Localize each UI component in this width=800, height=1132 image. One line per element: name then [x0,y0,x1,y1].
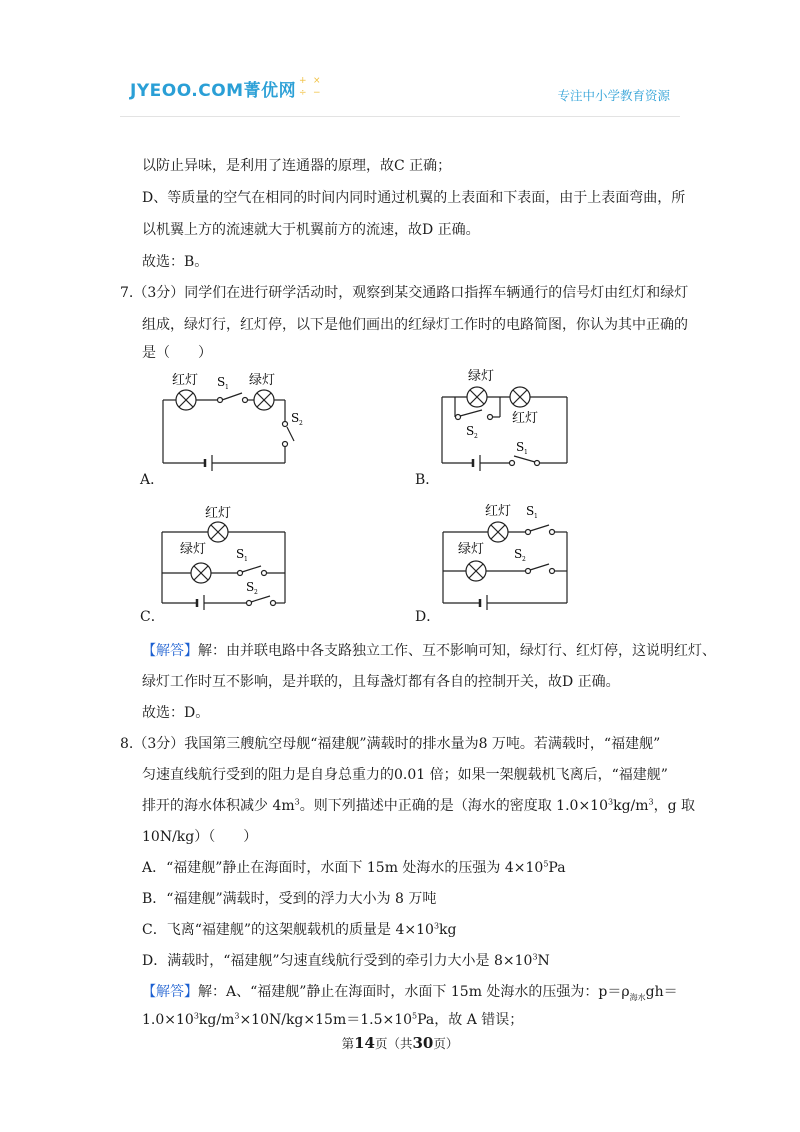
svg-text:×: × [313,76,321,86]
answer-tag: 【解答】 [142,643,198,659]
option-a: A．“福建舰”静止在海面时，水面下 15m 处海水的压强为 $4\times 10^5Pa$ [142,859,566,876]
answer-8-line: $1.0\times 10^3kg/m^3\times 10N/kg\times 15m=1.5\times 10^5Pa$，故 A 错误； [142,1011,524,1028]
switch-label: S [236,547,245,561]
option-c: C．飞离“福建舰”的这架舰载机的质量是 $4\times 10^3kg$ [142,921,457,938]
question-8-stem: 排开的海水体积减少 $4m^3$。则下列描述中正确的是（海水的密度取 $1.0\times 10^3kg/m^3$，g 取 [142,797,696,814]
text-line: 以防止异味，是利用了连通器的原理，故C 正确； [142,158,452,174]
switch-subscript: 2 [522,556,526,563]
switch-label: S [246,580,255,594]
red-lamp-label: 红灯 [485,504,512,519]
question-8-stem: 匀速直线航行受到的阻力是自身总重力的0.01 倍；如果一架舰载机飞离后，“福建舰” [142,767,668,783]
answer-8-line: 【解答】解：A、“福建舰”静止在海面时，水面下 15m 处海水的压强为：$p=\rho_{海水}gh=$ [142,984,678,1002]
switch-label: S [516,440,525,454]
page-footer: 第14页（共30页） [341,1034,459,1052]
svg-text:÷: ÷ [299,88,307,98]
answer-7-line: 【解答】解：由并联电路中各支路独立工作、互不影响可知，绿灯行、红灯停，这说明红灯、 [142,643,716,659]
option-label-b: B． [415,472,440,488]
text-line: 以机翼上方的流速就大于机翼前方的流速，故D 正确。 [142,222,480,238]
switch-label: S [514,547,523,561]
green-lamp-label: 绿灯 [468,369,495,384]
option-label-a: A． [140,472,165,488]
option-d: D．满载时，“福建舰”匀速直线航行受到的牵引力大小是 $8\times 10^3N$ [142,952,550,969]
switch-subscript: 1 [225,384,229,391]
question-7-stem: 7.（3分）同学们在进行研学活动时，观察到某交通路口指挥车辆通行的信号灯由红灯和绿灯 [120,285,689,301]
green-lamp-label: 绿灯 [180,542,207,557]
question-8-stem: 8.（3分）我国第三艘航空母舰“福建舰”满载时的排水量为8 万吨。若满载时，“福建舰” [120,736,661,752]
switch-label: S [217,375,226,389]
answer-tag: 【解答】 [142,984,198,1000]
logo-decoration-icon [295,72,329,98]
option-b: B．“福建舰”满载时，受到的浮力大小为 8 万吨 [142,891,437,907]
page-number: 14 [354,1034,375,1052]
circuit-diagram-b [430,360,600,475]
question-7-stem: 是（ ） [142,345,212,361]
option-label-d: D． [415,609,441,625]
switch-label: S [291,411,300,425]
switch-subscript: 2 [474,433,478,440]
answer-7-line: 故选：D。 [142,705,210,721]
switch-subscript: 1 [524,449,528,456]
site-logo: JYEOO.COM菁优网 [130,81,297,101]
red-lamp-label: 红灯 [512,411,539,426]
circuit-diagram-c [150,500,300,610]
question-8-stem: 10N/kg）（ ） [142,829,258,845]
red-lamp-label: 红灯 [172,373,199,388]
page-header [120,70,680,117]
text-line: 故选：B。 [142,254,209,270]
switch-subscript: 1 [244,556,248,563]
text-line: D、等质量的空气在相同的时间内同时通过机翼的上表面和下表面，由于上表面弯曲，所 [142,190,686,206]
svg-text:−: − [313,88,321,98]
red-lamp-label: 红灯 [205,506,232,521]
switch-subscript: 2 [254,589,258,596]
page-total: 30 [412,1034,434,1052]
switch-subscript: 2 [299,420,303,427]
switch-label: S [466,424,475,438]
switch-label: S [526,504,535,518]
circuit-diagram-d [430,500,590,610]
switch-subscript: 1 [534,513,538,520]
option-label-c: C． [140,609,165,625]
svg-text:+: + [299,76,307,86]
green-lamp-label: 绿灯 [249,373,276,388]
question-7-stem: 组成，绿灯行，红灯停，以下是他们画出的红绿灯工作时的电路简图，你认为其中正确的 [142,317,688,333]
circuit-diagram-a [150,365,320,475]
green-lamp-label: 绿灯 [458,542,485,557]
header-tagline: 专注中小学教育资源 [557,88,670,103]
answer-7-line: 绿灯工作时互不影响，是并联的，且每盏灯都有各自的控制开关，故D 正确。 [142,674,620,690]
